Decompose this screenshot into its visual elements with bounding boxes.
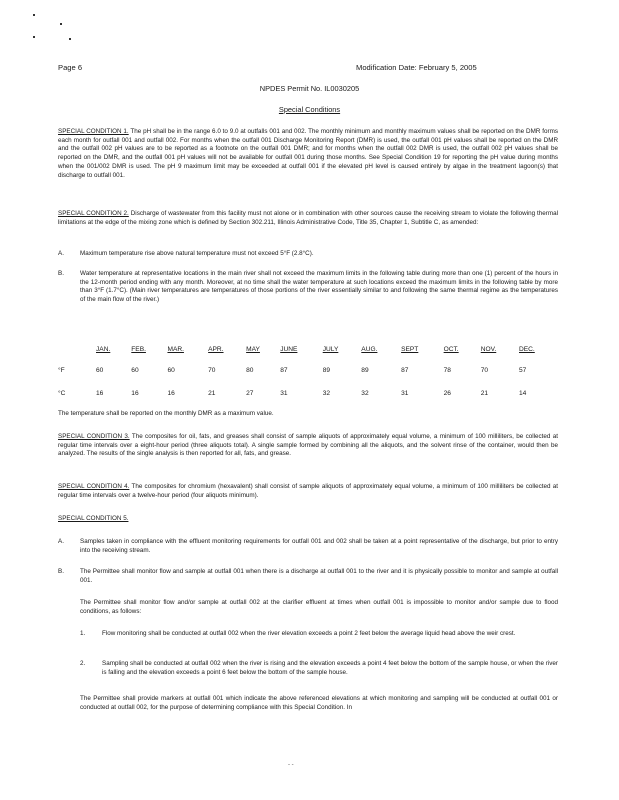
month-sep: SEPT	[401, 345, 419, 353]
temp-f-cell: 70	[208, 367, 216, 374]
temp-f-cell: 60	[96, 367, 104, 374]
sc2-text: Discharge of wastewater from this facility must not alone or in combination with other sources cause the receiving stream to violate the following thermal limitations at the edge of the mixing zone which is defined by Section 302.211, Illinois Administrative Code, Title 35, Chapter 1, Subtitle C, as amended:	[58, 210, 559, 226]
month-mar: MAR.	[167, 345, 184, 353]
month-jun: JUNE	[280, 345, 298, 353]
temp-f-cell: 87	[401, 367, 409, 374]
sc5-item-b-label: B.	[58, 568, 64, 575]
unit-celsius: °C	[58, 390, 66, 397]
sc2-item-a-label: A.	[58, 250, 64, 257]
temp-c-cell: 16	[96, 390, 104, 397]
special-condition-2	[58, 210, 558, 227]
sc4-text: The composites for chromium (hexavalent) shall consist of sample aliquots of approximately equal volume, a minimum of 100 milliliters be collected at regular time intervals over a twelve-hour period (four aliquots minimum).	[58, 483, 559, 499]
sc1-heading: SPECIAL CONDITION 1.	[58, 128, 129, 135]
temp-c-cell: 32	[361, 390, 369, 397]
temp-c-cell: 16	[131, 390, 139, 397]
sc5-flow-paragraph: The Permittee shall monitor flow and/or sample at outfall 002 at the clarifier effluent at times when outfall 001 is impossible to monitor and/or sample due to flood conditions, as follows:	[80, 599, 558, 615]
sc5-sub1: Flow monitoring shall be conducted at outfall 002 when the river elevation exceeds a point 2 feet below the average liquid head above the weir crest.	[102, 630, 516, 637]
special-conditions-heading: Special Conditions	[278, 105, 341, 114]
sc5-sub2-label: 2.	[80, 660, 86, 667]
month-may: MAY	[246, 345, 260, 353]
month-jan: JAN.	[96, 345, 111, 353]
temp-f-cell: 89	[322, 367, 331, 374]
temp-c-cell: 27	[246, 390, 254, 397]
page-number: Page 6	[58, 63, 83, 72]
temp-f-cell: 89	[361, 367, 369, 374]
temp-c-cell: 31	[280, 390, 288, 397]
sc2-item-b: Water temperature at representative locations in the main river shall not exceed the maximum limits in the following table during more than one (1) percent of the hours in the 12-month period ending with any month. Moreover, at no time shall the water temperature at such locations exceed the maximum limits in the following table by more than 3°F (1.7°C). (Main river temperatures are temperatures of those portions of the river essentially similar to and following the same thermal regime as the temperatures of the main flow of the river.)	[80, 270, 558, 304]
celsius-row	[58, 382, 558, 405]
modification-date: Modification Date: February 5, 2005	[356, 63, 477, 72]
sc5-item-b: The Permittee shall monitor flow and sample at outfall 001 when there is a discharge at outfall 001 to the river and it is physically possible to monitor and sample at outfall 001.	[80, 568, 558, 584]
footer-mark: - -	[288, 762, 294, 768]
month-aug: AUG.	[361, 345, 378, 353]
temp-c-cell: 32	[322, 390, 331, 397]
month-apr: APR.	[208, 345, 224, 353]
temp-c-cell: 31	[401, 390, 409, 397]
sc5-item-a-label: A.	[58, 538, 64, 545]
month-feb: FEB.	[131, 345, 146, 353]
sc1-text: The pH shall be in the range 6.0 to 9.0 at outfalls 001 and 002. The monthly minimum and monthly maximum values shall be reported on the DMR forms each month for outfall 001 and outfall 002. For months when the outfall 001 Discharge Monitoring Report (DMR) is used, the outfall 001 pH values shall be reported on the DMR and the outfall 002 pH values are to be reported as a footnote on the outfall 001 DMR; and for months when the outfall 002 DMR is used, the outfall 002 pH values shall be reported on the DMR, and the outfall 001 pH values will not be available for outfall 001 during those months. See Special Condition 19 for reporting the pH value during months when the 001/002 DMR is used. The pH 9 maximum limit may be exceeded at outfall 001 if the elevated pH level is caused entirely by algae in the treatment lagoon(s) that discharge to outfall 001.	[58, 128, 558, 179]
temp-c-cell: 16	[167, 390, 175, 397]
temperature-table-header-row	[58, 339, 558, 359]
temp-f-cell: 60	[131, 367, 139, 374]
sc5-item-a: Samples taken in compliance with the effluent monitoring requirements for outfall 001 and 002 shall be taken at a point representative of the discharge, but prior to entry into the receiving stream.	[80, 538, 558, 554]
month-nov: NOV.	[480, 345, 497, 353]
temp-c-cell: 14	[519, 390, 527, 397]
sc5-sub1-label: 1.	[80, 630, 86, 637]
permit-title: NPDES Permit No. IL0030205	[259, 84, 360, 93]
sc4-heading: SPECIAL CONDITION 4.	[58, 483, 130, 490]
sc5-markers-paragraph: The Permittee shall provide markers at outfall 001 which indicate the above referenced elevations at which monitoring and sampling will be conducted at outfall 001 or conducted at outfall 002, for the purpose of determining compliance with this Special Condition. In	[80, 695, 558, 711]
sc2-item-b-label: B.	[58, 270, 64, 277]
special-condition-3	[58, 433, 558, 459]
temperature-table	[58, 339, 558, 405]
temp-f-cell: 87	[280, 367, 288, 374]
month-oct: OCT.	[443, 345, 459, 353]
special-condition-5	[58, 515, 558, 524]
sc5-heading: SPECIAL CONDITION 5.	[58, 515, 129, 522]
temperature-reporting-note: The temperature shall be reported on the monthly DMR as a maximum value.	[58, 410, 274, 417]
temp-c-cell: 21	[208, 390, 216, 397]
temp-c-cell: 26	[443, 390, 451, 397]
temp-f-cell: 60	[167, 367, 175, 374]
temp-f-cell: 78	[443, 367, 451, 374]
sc3-text: The composites for oil, fats, and greases shall consist of sample aliquots of approximately equal volume, a minimum of 100 milliliters, be collected at regular time intervals over a eight-hour period (three aliquots total). A single sample formed by combining all the aliquots, and the solvent rinse of the container, would then be analyzed. The results of the single analysis is then reported for all, fats, and grease.	[58, 433, 559, 458]
month-jul: JULY	[322, 345, 339, 353]
temp-c-cell: 21	[480, 390, 489, 397]
temp-f-cell: 57	[519, 367, 527, 374]
month-dec: DEC.	[519, 345, 535, 353]
temp-f-cell: 70	[480, 367, 489, 374]
unit-fahrenheit: °F	[58, 367, 65, 374]
fahrenheit-row	[58, 359, 558, 382]
temp-f-cell: 80	[246, 367, 254, 374]
sc3-heading: SPECIAL CONDITION 3.	[58, 433, 130, 440]
sc5-sub2: Sampling shall be conducted at outfall 002 when the river is rising and the elevation exceeds a point 4 feet below the bottom of the sample house, or when the river is falling and the elevation exceeds a point 6 feet below the bottom of the sample house.	[102, 660, 558, 676]
special-condition-4	[58, 483, 558, 500]
sc2-heading: SPECIAL CONDITION 2.	[58, 210, 129, 217]
special-condition-1	[58, 128, 558, 180]
sc2-item-a: Maximum temperature rise above natural temperature must not exceed 5°F (2.8°C).	[80, 250, 314, 257]
